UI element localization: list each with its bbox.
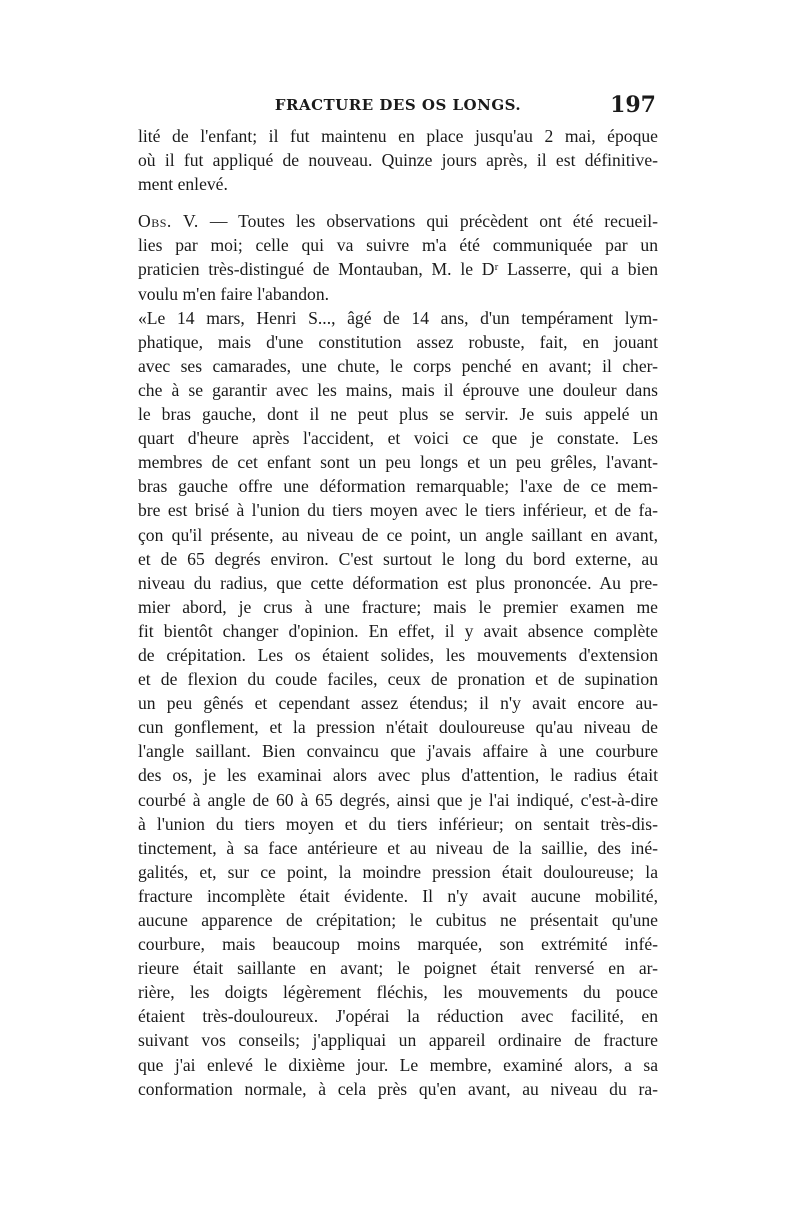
paragraph-continuation bbox=[138, 124, 658, 196]
text-line: cun gonflement, et la pression n'était douloureuse qu'au niveau de bbox=[138, 717, 658, 738]
paragraph-gap bbox=[138, 196, 658, 209]
text-line: membres de cet enfant sont un peu longs et un peu grêles, l'avant- bbox=[138, 452, 658, 473]
observation-label: Obs. V. bbox=[138, 211, 199, 232]
text-line: che à se garantir avec les mains, mais il éprouve une douleur dans bbox=[138, 379, 658, 400]
text-line: avec ses camarades, une chute, le corps penché en avant; il cher- bbox=[138, 355, 658, 376]
text-line: et de 65 degrés environ. C'est surtout le long du bord externe, au bbox=[138, 548, 658, 569]
observation-first-line: — Toutes les observations qui précèdent ont été recueil- bbox=[198, 211, 658, 232]
text-line: rieure était saillante en avant; le poignet était renversé en ar- bbox=[138, 958, 658, 979]
text-line: fit bientôt changer d'opinion. En effet, il y avait absence complète bbox=[138, 620, 658, 641]
text-line: fracture incomplète était évidente. Il n'y avait aucune mobilité, bbox=[138, 885, 658, 906]
text-line: courbure, mais beaucoup moins marquée, son extrémité infé- bbox=[138, 934, 658, 955]
text-line: étaient très-douloureux. J'opérai la réduction avec facilité, en bbox=[138, 1006, 658, 1027]
body-text bbox=[138, 124, 658, 1101]
text-line: çon qu'il présente, au niveau de ce point, un angle saillant en avant, bbox=[138, 524, 658, 545]
text-line: lité de l'enfant; il fut maintenu en place jusqu'au 2 mai, époque bbox=[138, 126, 658, 146]
text-line: de crépitation. Les os étaient solides, les mouvements d'extension bbox=[138, 644, 658, 665]
text-line: phatique, mais d'une constitution assez robuste, fait, en jouant bbox=[138, 331, 658, 352]
text-line: niveau du radius, que cette déformation est plus prononcée. Au pre- bbox=[138, 572, 658, 593]
text-line: un peu gênés et cependant assez étendus; il n'y avait encore au- bbox=[138, 693, 658, 714]
text-line: aucune apparence de crépitation; le cubitus ne présentait qu'une bbox=[138, 910, 658, 930]
text-line: mier abord, je crus à une fracture; mais le premier examen me bbox=[138, 596, 658, 617]
paragraph-observation-v bbox=[138, 209, 658, 305]
text-line: voulu m'en faire l'abandon. bbox=[138, 283, 330, 304]
text-line: ment enlevé. bbox=[138, 174, 228, 195]
text-line: suivant vos conseils; j'appliquai un appareil ordinaire de fracture bbox=[138, 1030, 658, 1051]
text-line: où il fut appliqué de nouveau. Quinze jours après, il est définitive- bbox=[138, 150, 658, 171]
text-line bbox=[138, 209, 658, 233]
page-number: 197 bbox=[610, 92, 656, 118]
text-line: tinctement, à sa face antérieure et au niveau de la saillie, des iné- bbox=[138, 837, 658, 858]
running-head bbox=[138, 92, 658, 118]
paragraph-case-report bbox=[138, 306, 658, 1101]
text-line: que j'ai enlevé le dixième jour. Le membre, examiné alors, a sa bbox=[138, 1054, 658, 1075]
text-line: quart d'heure après l'accident, et voici ce que je constate. Les bbox=[138, 428, 658, 449]
text-line: galités, et, sur ce point, la moindre pression était douloureuse; la bbox=[138, 861, 658, 882]
text-line: bras gauche offre une déformation remarquable; l'axe de ce mem- bbox=[138, 476, 658, 497]
text-line: des os, je les examinai alors avec plus d'attention, le radius était bbox=[138, 765, 658, 786]
text-line: praticien très-distingué de Montauban, M. le Dʳ Lasserre, qui a bien bbox=[138, 259, 658, 280]
text-line: bre est brisé à l'union du tiers moyen avec le tiers inférieur, et de fa- bbox=[138, 500, 658, 521]
text-line: conformation normale, à cela près qu'en avant, au niveau du ra- bbox=[138, 1078, 658, 1099]
running-title: FRACTURE DES OS LONGS. bbox=[274, 96, 522, 114]
text-line: à l'union du tiers moyen et du tiers inférieur; on sentait très-dis- bbox=[138, 813, 658, 834]
text-line: et de flexion du coude faciles, ceux de pronation et de supination bbox=[138, 669, 658, 690]
text-line: courbé à angle de 60 à 65 degrés, ainsi que je l'ai indiqué, c'est-à-dire bbox=[138, 789, 658, 810]
text-line: l'angle saillant. Bien convaincu que j'avais affaire à une courbure bbox=[138, 741, 658, 762]
text-line: «Le 14 mars, Henri S..., âgé de 14 ans, d'un tempérament lym- bbox=[138, 307, 658, 328]
text-line: le bras gauche, dont il ne peut plus se servir. Je suis appelé un bbox=[138, 404, 658, 425]
text-line: rière, les doigts légèrement fléchis, les mouvements du pouce bbox=[138, 982, 658, 1003]
text-line: lies par moi; celle qui va suivre m'a été communiquée par un bbox=[138, 235, 658, 256]
